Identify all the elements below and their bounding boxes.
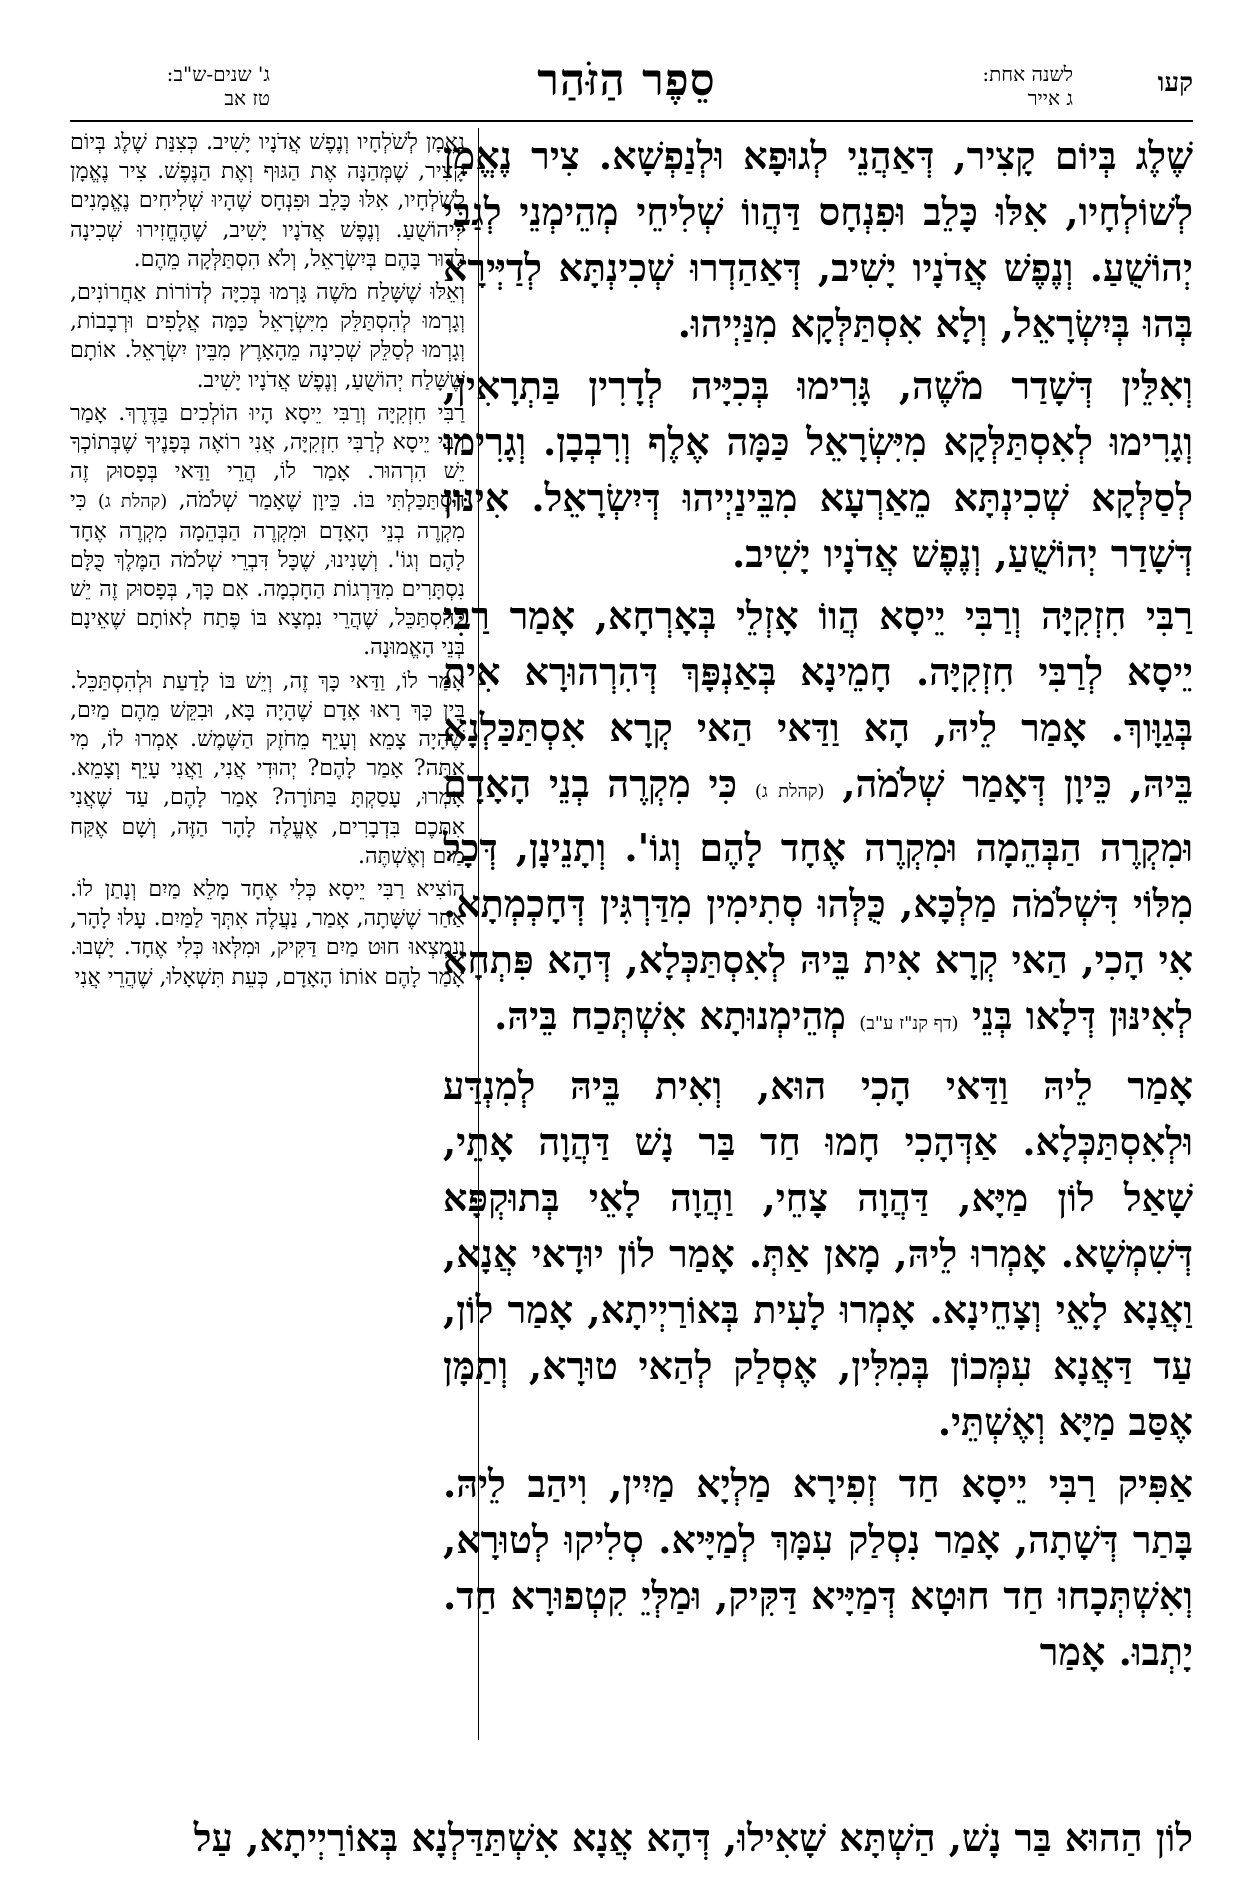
side-paragraph-3b: כִּי מִקְרֶה בְנֵי הָאָדָם וּמִקְרֶה הַבְּהֵמָה מִקְרֶה אֶחָד לָהֶם וְגוֹ'. וְשָׁנִינוּ, שֶׁכָּל דִּבְרֵי שְׁלֹמֹה הַמֶּלֶךְ כֻּלָּם נִסְתָּרִים מִדַּרְגוֹת הַחָכְמָה. אִם כָּךְ, בְּפָסוּק זֶה יֵשׁ לְהִסְתַּכֵּל, שֶׁהֲרֵי נִמְצָא בּוֹ פֶּתַח לְאוֹתָם שֶׁאֵינָם בְּנֵי הָאֱמוּנָה. bbox=[70, 488, 465, 661]
side-paragraph-5: הוֹצִיא רַבִּי יֵיסָא כְּלִי אֶחָד מָלֵא מַיִם וְנָתַן לוֹ. אַחַר שֶׁשָּׁתָה, אָמַר, נַעֲלֶה אִתְּךָ לַמַּיִם. עָלוּ לָהָר, וְנִמְצְאוּ חוּט מַיִם דַּקִּיק, וּמִלְּאוּ כְּלִי אֶחָד. יָשְׁבוּ. אָמַר לָהֶם אוֹתוֹ הָאָדָם, כְּעֵת תִּשְׁאָלוּ, שֶׁהֲרֵי אֲנִי bbox=[70, 877, 465, 990]
folio-reference: (דף קנ"ז ע"ב) bbox=[859, 1013, 959, 1034]
aramaic-text-column bbox=[443, 128, 1193, 1828]
reading-schedule-left bbox=[70, 62, 270, 110]
main-paragraph-3a: רַבִּי חִזְקִיָּה וְרַבִּי יֵיסָא הֲווֹ אָזְלֵי בְּאָרְחָא, אָמַר רַבִּי יֵיסָא לְרַבִּי חִזְקִיָּה. חָמֵינָא בְּאַנְפָּךְ דְּהִרְהוּרָא אִית בְּגַוָּוךְ. אָמַר לֵיהּ, הָא וַדַּאי הַאי קְרָא אִסְתַּכַּלְנָא בֵּיהּ, כֵּיוָן דְּאָמַר שְׁלֹמֹה, bbox=[443, 593, 1193, 806]
scripture-reference: (קהלת ג) bbox=[754, 781, 825, 802]
page-number: קעו bbox=[1157, 68, 1193, 98]
side-paragraph-3a: רַבִּי חִזְקִיָּה וְרַבִּי יֵיסָא הָיוּ הוֹלְכִים בַּדֶּרֶךְ. אָמַר רַבִּי יֵיסָא לְרַבִּי חִזְקִיָּה, אֲנִי רוֹאֶה בְּפָנֶיךָ שֶׁבְּתוֹכְךָ יֵשׁ הִרְהוּר. אָמַר לוֹ, הֲרֵי וַדַּאי בְּפָסוּק זֶה הִסְתַּכַּלְתִּי בּוֹ. כֵּיוָן שֶׁאָמַר שְׁלֹמֹה, bbox=[70, 400, 465, 514]
side-scripture-reference: (קהלת ג) bbox=[97, 491, 168, 513]
main-paragraph-1: שֶׁלֶג בְּיוֹם קָצִיר, דְּאַהֲנֵי לְגוּפָא וּלְנַפְשָׁא. צִיר נֶאֱמָן לְשׁוֹלְחָיו, אִלּוּ כָּלֵב וּפִנְחָס דַּהֲווֹ שְׁלִיחֵי מְהֵימְנֵי לְגַבֵּי יְהוֹשֻׁעַ. וְנֶפֶשׁ אֲדֹנָיו יָשִׁיב, דְּאַהַדְרוּ שְׁכִינְתָּא לְדַיְּירָא בְּהוּ בְּיִשְׂרָאֵל, וְלָא אִסְתַּלְּקָא מִנַּיְיהוּ. bbox=[443, 133, 1193, 346]
bottom-full-width-line: לוֹן הַהוּא בַּר נָשׁ, הַשְׁתָּא שָׁאִילוּ, דְּהָא אֲנָא אִשְׁתַּדַּלְנָא בְּאוֹרַיְיתָא, עַל bbox=[193, 1815, 1193, 1860]
main-paragraph-3b: כִּי מִקְרֶה בְנֵי הָאָדָם וּמִקְרֶה הַבְּהֵמָה וּמִקְרֶה אֶחָד לָהֶם וְגוֹ'. וְתָנֵינָן, דְּכָל מִלּוֹי דִּשְׁלֹמֹה מַלְכָּא, כֻּלְּהוּ סְתִימִין מִדַּרְגִּין דְּחָכְמְתָא. אִי הָכִי, הַאי קְרָא אִית בֵּיהּ לְאִסְתַּכְּלָא, דְּהָא פִּתְחָא לְאִינּוּן דְּלָאו בְּנֵי bbox=[443, 761, 1193, 1038]
column-divider bbox=[478, 128, 479, 1740]
schedule-right-line2: ג אייר bbox=[1027, 86, 1073, 110]
side-paragraph-2: וְאֵלּוּ שֶׁשָּׁלַח מֹשֶׁה גָּרְמוּ בְּכִיָּה לְדוֹרוֹת אַחֲרוֹנִים, וְגָרְמוּ לְהִסְתַּלֵּק מִיִּשְׂרָאֵל כַּמָּה אֲלָפִים וּרְבָבוֹת, וְגָרְמוּ לְסַלֵּק שְׁכִינָה מֵהָאָרֶץ מִבֵּין יִשְׂרָאֵל. אוֹתָם שֶׁשָּׁלַח יְהוֹשֻׁעַ, וְנֶפֶשׁ אֲדֹנָיו יָשִׁיב. bbox=[70, 280, 465, 393]
schedule-left-line1: ג' שנים-ש"ב: bbox=[166, 62, 270, 86]
book-title: סֵפֶר הַזֹּהַר bbox=[537, 55, 716, 106]
main-paragraph-4: אָמַר לֵיהּ וַדַּאי הָכִי הוּא, וְאִית בֵּיהּ לְמִנְדַּע וּלְאִסְתַּכְּלָא. אַדְּהָכִי חָמוּ חַד בַּר נָשׁ דַּהֲוָה אָתֵי, שָׁאַל לוֹן מַיָּא, דַּהֲוָה צָחֵי, וַהֲוָה לָאֵי בְּתוּקְפָּא דְּשִׁמְשָׁא. אָמְרוּ לֵיהּ, מָאן אַתְּ. אָמַר לוֹן יוּדָאי אֲנָא, וַאֲנָא לָאֵי וְצָחֵינָא. אָמְרוּ לָעִית בְּאוֹרַיְיתָא, אָמַר לוֹן, עַד דַּאֲנָא עִמְּכוֹן בְּמִלִּין, אֶסְלַק לְהַאי טוּרָא, וְתַמָּן אֶסַּב מַיָּא וְאֶשְׁתֵּי. bbox=[443, 1063, 1193, 1444]
hebrew-translation-column bbox=[70, 128, 465, 1738]
schedule-left-line2: טז אב bbox=[224, 86, 270, 110]
main-paragraph-5: אַפִּיק רַבִּי יֵיסָא חַד זְפִירָא מַלְיָא מַיִין, וִיהַב לֵיהּ. בָּתַר דְּשָׁתָה, אָמַר נִסְלַק עִמָּךְ לְמַיָּיא. סְלִיקוּ לְטוּרָא, וְאִשְׁתְּכָחוּ חַד חוּטָא דְּמַיָּיא דַּקִּיק, וּמַלְּיֵ קִטְפוּרָא חַד. יָתְבוּ. אָמַר bbox=[443, 1461, 1193, 1674]
schedule-right-line1: לשנה אחת: bbox=[982, 62, 1073, 86]
header-left bbox=[70, 62, 430, 122]
main-paragraph-3 bbox=[443, 588, 1193, 1052]
main-paragraph-2: וְאִלֵּין דְּשָׁדַר מֹשֶׁה, גָּרִימוּ בְּכִיָּיה לְדָרִין בַּתְרָאִין, וְגָרִימוּ לְאִסְתַּלְּקָא מִיִּשְׂרָאֵל כַּמָּה אֶלֶף וְרִבְבָן. וְגָרִימוּ לְסַלְּקָא שְׁכִינְתָּא מֵאַרְעָא מִבֵּינַיְיהוּ דְּיִשְׂרָאֵל. אִינּוּן דְּשָׁדַר יְהוֹשֻׁעַ, וְנֶפֶשׁ אֲדֹנָיו יָשִׁיב. bbox=[443, 363, 1193, 576]
side-paragraph-3 bbox=[70, 399, 465, 663]
side-paragraph-4: אָמַר לוֹ, וַדַּאי כָּךְ זֶה, וְיֵשׁ בּוֹ לָדַעַת וּלְהִסְתַּכֵּל. בֵּין כָּךְ רָאוּ אָדָם שֶׁהָיָה בָּא, וּבִקֵּשׁ מֵהֶם מַיִם, שֶׁהָיָה צָמֵא וְעָיֵף מֵחֹזֶק הַשֶּׁמֶשׁ. אָמְרוּ לוֹ, מִי אַתָּה? אָמַר לָהֶם? יְהוּדִי אֲנִי, וַאֲנִי עָיֵף וְצָמֵא. אָמְרוּ, עָסַקְתָּ בַּתּוֹרָה? אָמַר לָהֶם, עַד שֶׁאֲנִי אִתְּכֶם בִּדְבָרִים, אֶעֱלֶה לָהָר הַזֶּה, וְשָׁם אֶקַּח מַיִם וְאֶשְׁתֶּה. bbox=[70, 668, 465, 869]
header-rule bbox=[70, 120, 1193, 122]
main-paragraph-3c: מְהֵימְנוּתָא אִשְׁתְּכַח בֵּיהּ. bbox=[494, 993, 846, 1038]
side-paragraph-1: נֶאֱמָן לְשֹׁלְחָיו וְנֶפֶשׁ אֲדֹנָיו יָשִׁיב. כְּצִנַּת שֶׁלֶג בְּיוֹם קָצִיר, שֶׁמְּהַנָּה אֶת הַגּוּף וְאֶת הַנֶּפֶשׁ. צִיר נֶאֱמָן לְשֹׁלְחָיו, אִלּוּ כָּלֵב וּפִנְחָס שֶׁהָיוּ שְׁלִיחִים נֶאֱמָנִים לִיהוֹשֻׁעַ. וְנֶפֶשׁ אֲדֹנָיו יָשִׁיב, שֶׁהֶחֱזִירוּ שְׁכִינָה לָדוּר בָּהֶם בְּיִשְׂרָאֵל, וְלֹא הִסְתַּלְּקָה מֵהֶם. bbox=[70, 130, 465, 272]
